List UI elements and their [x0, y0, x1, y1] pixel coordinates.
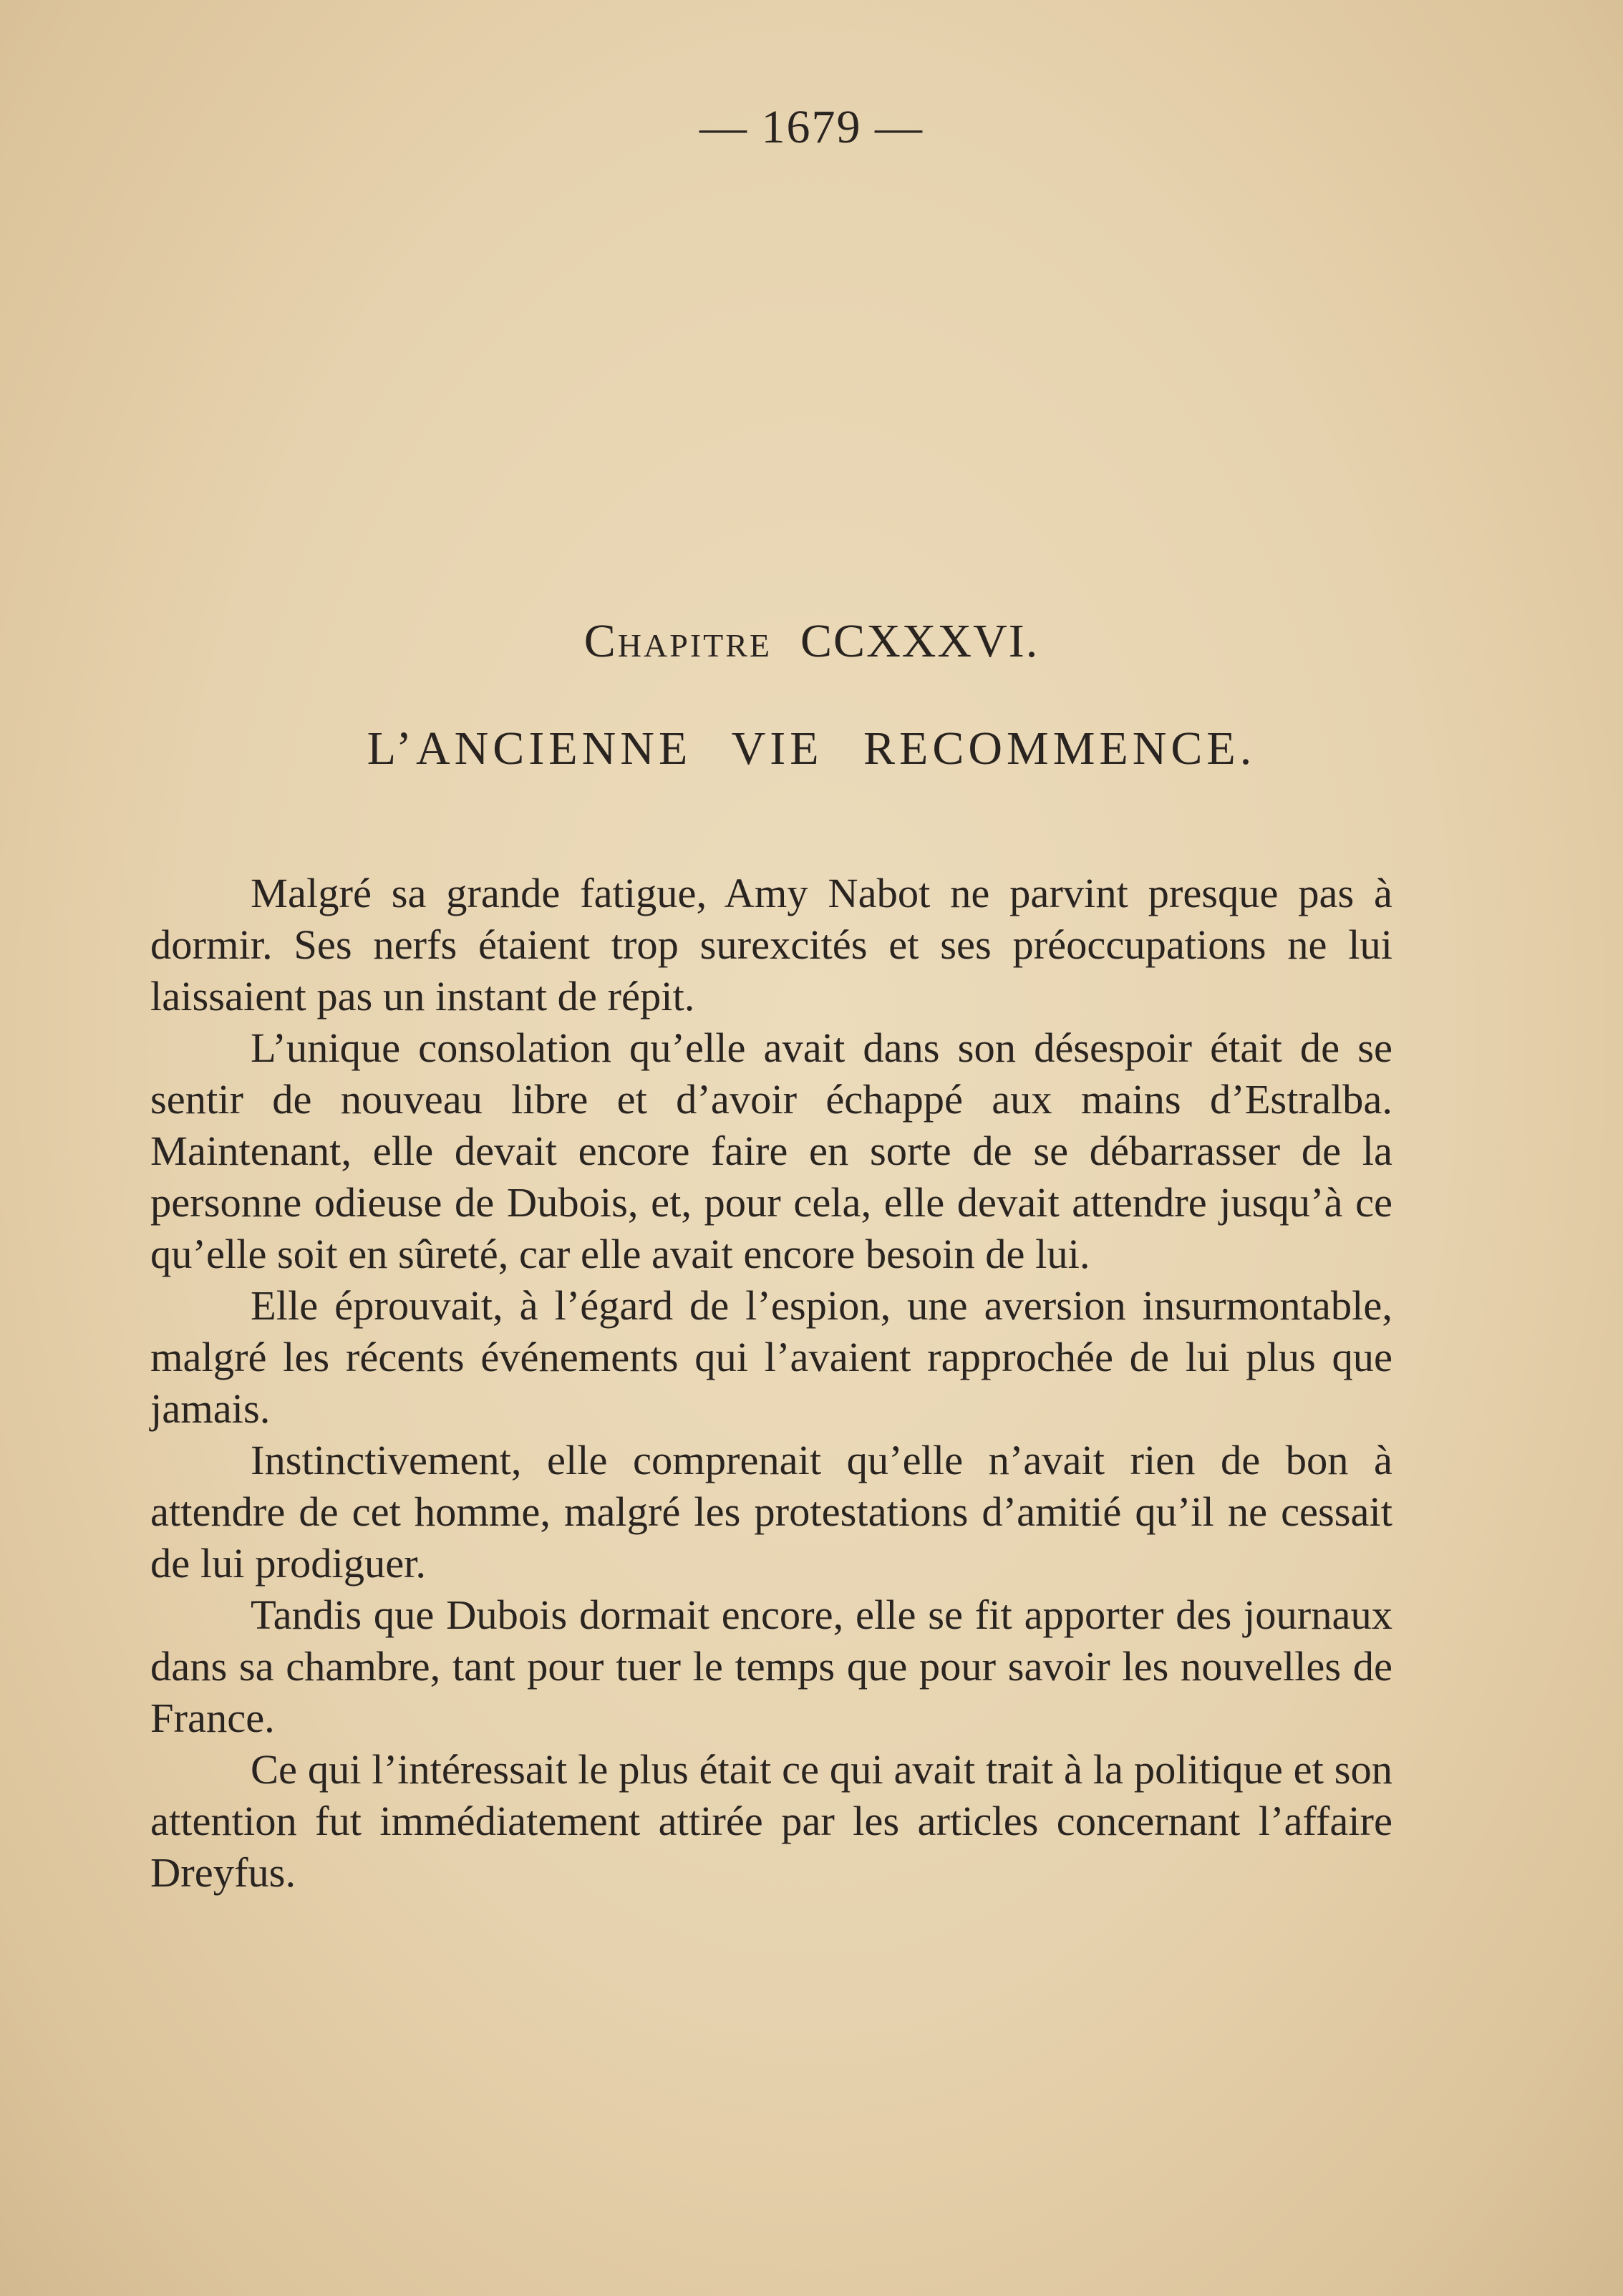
paragraph: Ce qui l’intéressait le plus était ce qui avait trait à la politique et son attention fut immédiatement attirée par les articles concernant l’affaire Dreyfus.: [150, 1746, 1392, 1896]
chapter-numeral: CCXXXVI.: [800, 615, 1040, 667]
paragraph: L’unique consolation qu’elle avait dans son désespoir était de se sentir de nouveau libre et d’avoir échappé aux mains d’Estralba. Maintenant, elle devait encore faire en sorte de se débarrasser de la personne odieuse de Dubois, et, pour cela, elle devait attendre jusqu’à ce qu’elle soit en sûreté, car elle avait encore besoin de lui.: [150, 1025, 1392, 1277]
paragraph: Tandis que Dubois dormait encore, elle se fit apporter des journaux dans sa chambre, tant pour tuer le temps que pour savoir les nouvelles de France.: [150, 1592, 1392, 1741]
chapter-title: L’ANCIENNE VIE RECOMMENCE.: [367, 722, 1256, 775]
paragraph: Malgré sa grande fatigue, Amy Nabot ne parvint presque pas à dormir. Ses nerfs étaient trop surexcités et ses préoccupations ne lui laissaient pas un instant de répit.: [150, 870, 1392, 1019]
paragraph: Instinctivement, elle comprenait qu’elle n’avait rien de bon à attendre de cet homme, malgré les protestations d’amitié qu’il ne cessait de lui prodiguer.: [150, 1437, 1392, 1587]
page-number: — 1679 —: [699, 101, 924, 153]
chapter-heading: [0, 614, 1623, 669]
paragraph: Elle éprouvait, à l’égard de l’espion, une aversion insurmontable, malgré les récents événements qui l’avaient rapprochée de lui plus que jamais.: [150, 1282, 1392, 1432]
body-text: [150, 868, 1392, 1899]
chapter-label: Chapitre: [583, 615, 772, 667]
